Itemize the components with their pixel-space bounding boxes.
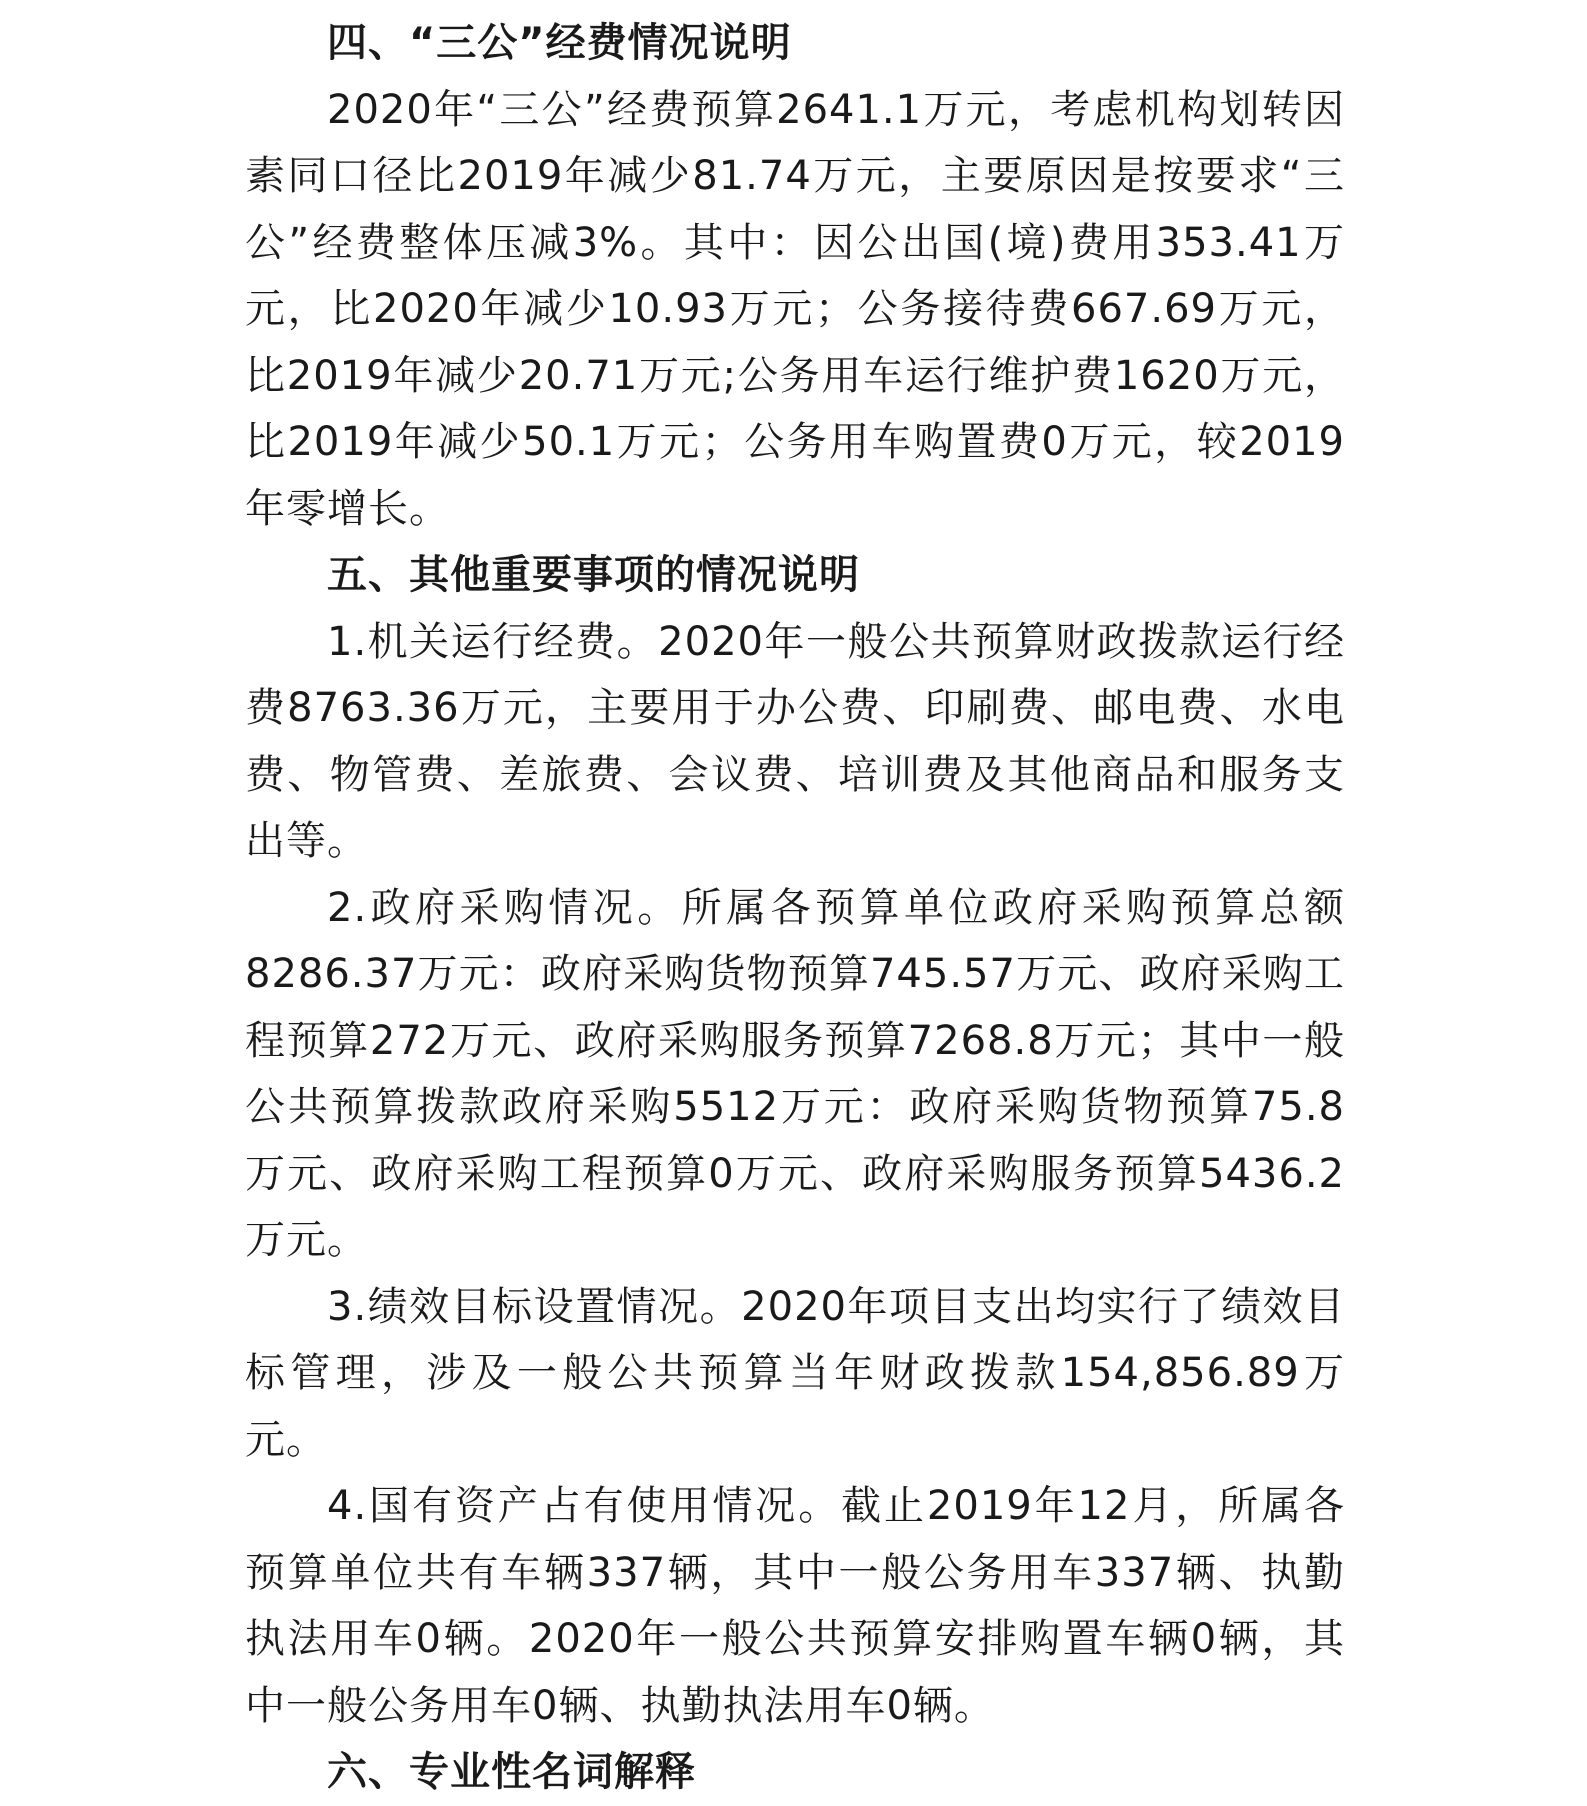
paragraph-operating-expenses: 1.机关运行经费。2020年一般公共预算财政拨款运行经费8763.36万元，主要用于办公费、印刷费、邮电费、水电费、物管费、差旅费、会议费、培训费及其他商品和服务支出等。	[245, 618, 1345, 864]
paragraph-performance-targets: 3.绩效目标设置情况。2020年项目支出均实行了绩效目标管理，涉及一般公共预算当年财政拨款154,856.89万元。	[245, 1283, 1345, 1463]
document-body	[245, 10, 1345, 1806]
section-heading-six: 六、专业性名词解释	[327, 1749, 696, 1795]
paragraph-three-public-expenses: 2020年“三公”经费预算2641.1万元，考虑机构划转因素同口径比2019年减少81.74万元，主要原因是按要求“三公”经费整体压减3%。其中：因公出国(境)费用353.41万元，比2020年减少10.93万元；公务接待费667.69万元，比2019年减少20.71万元;公务用车运行维护费1620万元，比2019年减少50.1万元；公务用车购置费0万元，较2019年零增长。	[245, 86, 1345, 532]
paragraph-government-procurement: 2.政府采购情况。所属各预算单位政府采购预算总额8286.37万元：政府采购货物预算745.57万元、政府采购工程预算272万元、政府采购服务预算7268.8万元；其中一般公共预算拨款政府采购5512万元：政府采购货物预算75.8万元、政府采购工程预算0万元、政府采购服务预算5436.2万元。	[245, 884, 1345, 1263]
section-heading-four: 四、“三公”经费情况说明	[327, 20, 792, 66]
paragraph-state-assets: 4.国有资产占有使用情况。截止2019年12月，所属各预算单位共有车辆337辆，其中一般公务用车337辆、执勤执法用车0辆。2020年一般公共预算安排购置车辆0辆，其中一般公务用车0辆、执勤执法用车0辆。	[245, 1483, 1345, 1729]
section-heading-five: 五、其他重要事项的情况说明	[327, 552, 860, 598]
